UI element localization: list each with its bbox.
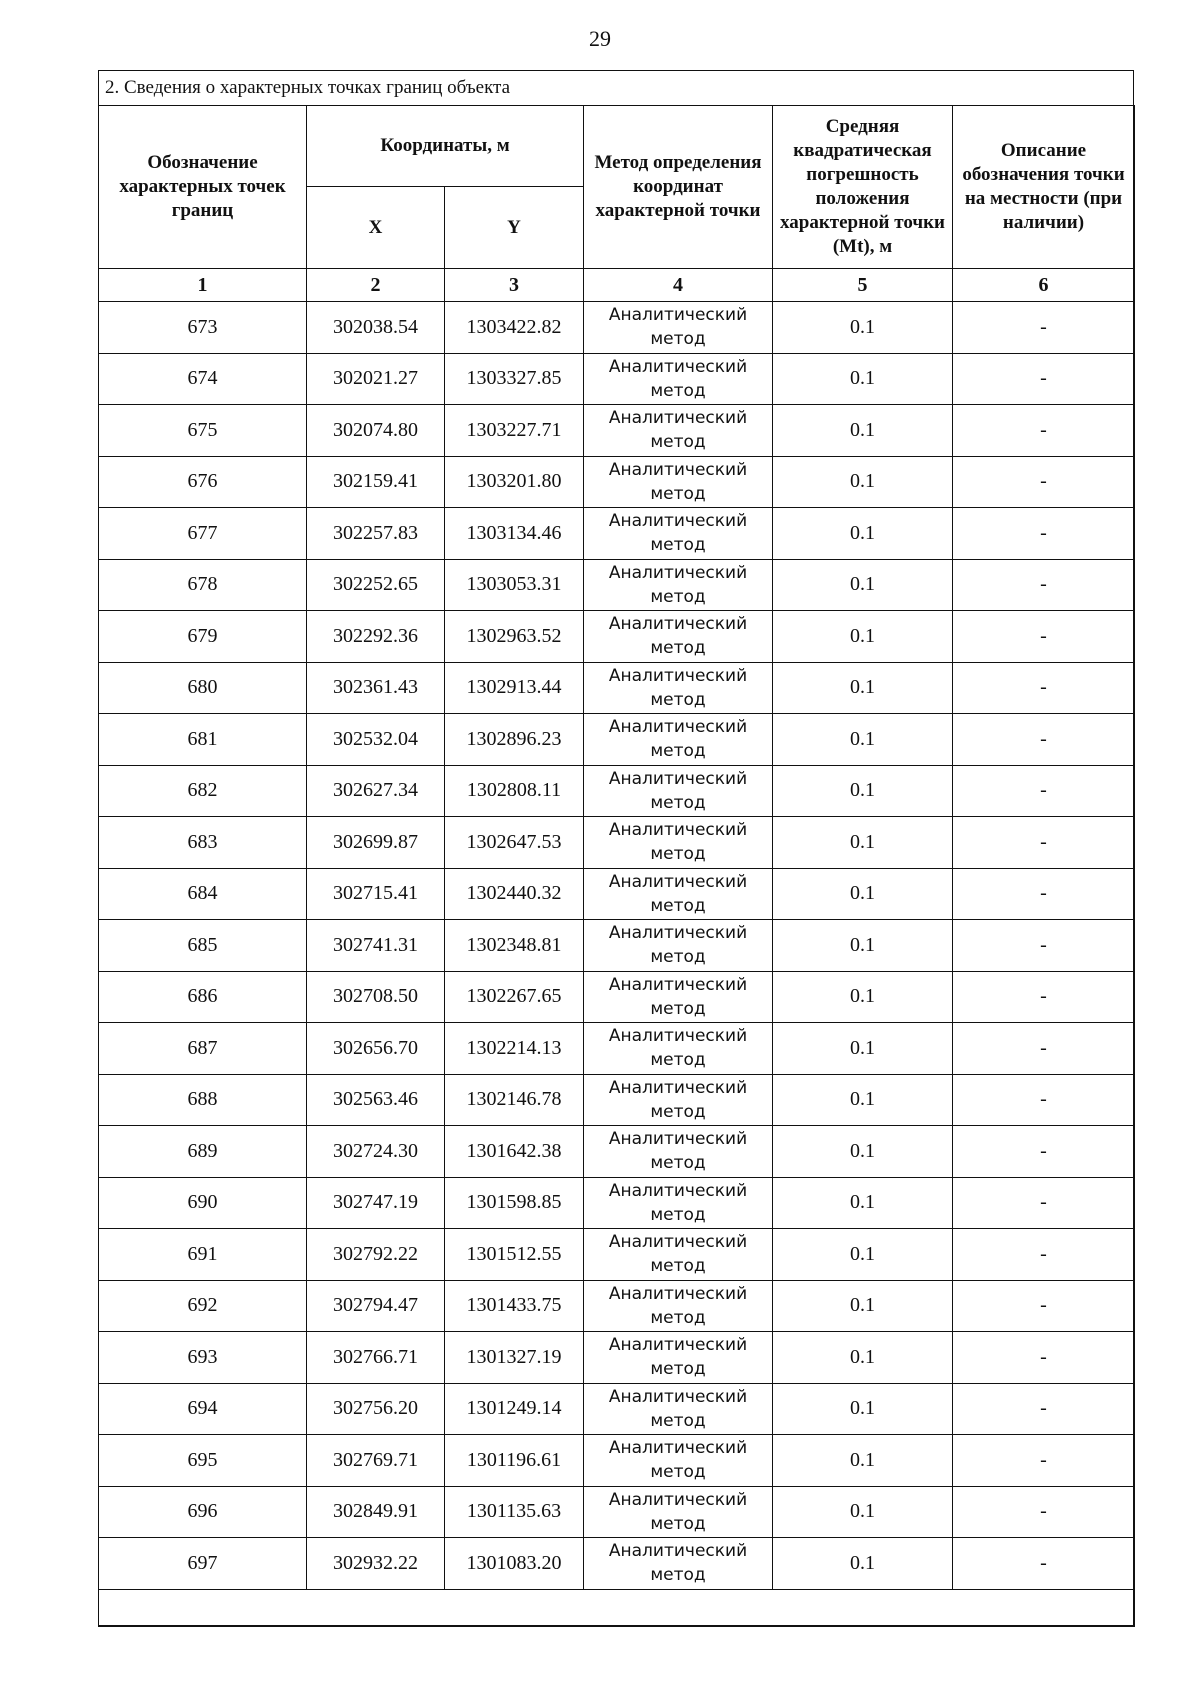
header-description: Описание обозначения точки на местности (при наличии) xyxy=(953,106,1135,269)
x-coordinate-cell: 302532.04 xyxy=(307,714,445,766)
method-cell: Аналитический метод xyxy=(584,1126,773,1178)
point-number-cell: 674 xyxy=(99,353,307,405)
method-cell: Аналитический метод xyxy=(584,662,773,714)
description-cell: - xyxy=(953,611,1135,663)
mean-error-cell: 0.1 xyxy=(773,353,953,405)
y-coordinate-cell: 1301196.61 xyxy=(445,1435,584,1487)
table-row xyxy=(99,353,1135,405)
method-cell: Аналитический метод xyxy=(584,508,773,560)
column-number: 3 xyxy=(445,269,584,302)
header-point-designation: Обозначение характерных точек границ xyxy=(99,106,307,269)
y-coordinate-cell: 1303134.46 xyxy=(445,508,584,560)
method-cell: Аналитический метод xyxy=(584,456,773,508)
description-cell: - xyxy=(953,1126,1135,1178)
table-row xyxy=(99,1538,1135,1590)
method-cell: Аналитический метод xyxy=(584,1332,773,1384)
description-cell: - xyxy=(953,971,1135,1023)
table-row xyxy=(99,920,1135,972)
description-cell: - xyxy=(953,817,1135,869)
table-row xyxy=(99,405,1135,457)
point-number-cell: 697 xyxy=(99,1538,307,1590)
method-cell: Аналитический метод xyxy=(584,1280,773,1332)
y-coordinate-cell: 1303327.85 xyxy=(445,353,584,405)
table-row xyxy=(99,1074,1135,1126)
table-row xyxy=(99,508,1135,560)
point-number-cell: 683 xyxy=(99,817,307,869)
x-coordinate-cell: 302627.34 xyxy=(307,765,445,817)
description-cell: - xyxy=(953,1332,1135,1384)
x-coordinate-cell: 302074.80 xyxy=(307,405,445,457)
description-cell: - xyxy=(953,662,1135,714)
y-coordinate-cell: 1303227.71 xyxy=(445,405,584,457)
mean-error-cell: 0.1 xyxy=(773,868,953,920)
y-coordinate-cell: 1301083.20 xyxy=(445,1538,584,1590)
table-row xyxy=(99,1280,1135,1332)
description-cell: - xyxy=(953,1538,1135,1590)
table-row xyxy=(99,456,1135,508)
x-coordinate-cell: 302715.41 xyxy=(307,868,445,920)
boundary-points-table xyxy=(98,105,1135,1627)
description-cell: - xyxy=(953,1280,1135,1332)
method-cell: Аналитический метод xyxy=(584,1074,773,1126)
x-coordinate-cell: 302741.31 xyxy=(307,920,445,972)
method-cell: Аналитический метод xyxy=(584,1538,773,1590)
description-cell: - xyxy=(953,559,1135,611)
method-cell: Аналитический метод xyxy=(584,302,773,354)
y-coordinate-cell: 1301327.19 xyxy=(445,1332,584,1384)
y-coordinate-cell: 1302913.44 xyxy=(445,662,584,714)
mean-error-cell: 0.1 xyxy=(773,1486,953,1538)
y-coordinate-cell: 1302146.78 xyxy=(445,1074,584,1126)
header-x: X xyxy=(307,187,445,269)
description-cell: - xyxy=(953,1383,1135,1435)
mean-error-cell: 0.1 xyxy=(773,1074,953,1126)
method-cell: Аналитический метод xyxy=(584,920,773,972)
y-coordinate-cell: 1301135.63 xyxy=(445,1486,584,1538)
description-cell: - xyxy=(953,456,1135,508)
y-coordinate-cell: 1302808.11 xyxy=(445,765,584,817)
point-number-cell: 691 xyxy=(99,1229,307,1281)
description-cell: - xyxy=(953,765,1135,817)
y-coordinate-cell: 1302267.65 xyxy=(445,971,584,1023)
y-coordinate-cell: 1303053.31 xyxy=(445,559,584,611)
header-method: Метод определения координат характерной точки xyxy=(584,106,773,269)
point-number-cell: 682 xyxy=(99,765,307,817)
points-section xyxy=(98,70,1134,1626)
section-title: 2. Сведения о характерных точках границ объекта xyxy=(105,77,511,98)
method-cell: Аналитический метод xyxy=(584,817,773,869)
point-number-cell: 693 xyxy=(99,1332,307,1384)
description-cell: - xyxy=(953,1486,1135,1538)
point-number-cell: 679 xyxy=(99,611,307,663)
y-coordinate-cell: 1303422.82 xyxy=(445,302,584,354)
mean-error-cell: 0.1 xyxy=(773,302,953,354)
x-coordinate-cell: 302794.47 xyxy=(307,1280,445,1332)
method-cell: Аналитический метод xyxy=(584,1229,773,1281)
point-number-cell: 688 xyxy=(99,1074,307,1126)
method-cell: Аналитический метод xyxy=(584,1023,773,1075)
description-cell: - xyxy=(953,353,1135,405)
description-cell: - xyxy=(953,920,1135,972)
column-number: 2 xyxy=(307,269,445,302)
point-number-cell: 685 xyxy=(99,920,307,972)
mean-error-cell: 0.1 xyxy=(773,1435,953,1487)
point-number-cell: 696 xyxy=(99,1486,307,1538)
x-coordinate-cell: 302756.20 xyxy=(307,1383,445,1435)
table-row xyxy=(99,1435,1135,1487)
column-number: 1 xyxy=(99,269,307,302)
method-cell: Аналитический метод xyxy=(584,1383,773,1435)
method-cell: Аналитический метод xyxy=(584,1177,773,1229)
table-row xyxy=(99,611,1135,663)
x-coordinate-cell: 302766.71 xyxy=(307,1332,445,1384)
mean-error-cell: 0.1 xyxy=(773,1538,953,1590)
x-coordinate-cell: 302849.91 xyxy=(307,1486,445,1538)
table-row xyxy=(99,1177,1135,1229)
x-coordinate-cell: 302708.50 xyxy=(307,971,445,1023)
description-cell: - xyxy=(953,1074,1135,1126)
point-number-cell: 677 xyxy=(99,508,307,560)
mean-error-cell: 0.1 xyxy=(773,1383,953,1435)
y-coordinate-cell: 1301512.55 xyxy=(445,1229,584,1281)
y-coordinate-cell: 1302896.23 xyxy=(445,714,584,766)
y-coordinate-cell: 1301642.38 xyxy=(445,1126,584,1178)
method-cell: Аналитический метод xyxy=(584,559,773,611)
y-coordinate-cell: 1302647.53 xyxy=(445,817,584,869)
table-row xyxy=(99,868,1135,920)
table-row xyxy=(99,302,1135,354)
table-row xyxy=(99,714,1135,766)
y-coordinate-cell: 1301249.14 xyxy=(445,1383,584,1435)
table-row xyxy=(99,662,1135,714)
description-cell: - xyxy=(953,868,1135,920)
table-row xyxy=(99,765,1135,817)
column-number: 6 xyxy=(953,269,1135,302)
column-number: 5 xyxy=(773,269,953,302)
point-number-cell: 681 xyxy=(99,714,307,766)
y-coordinate-cell: 1302963.52 xyxy=(445,611,584,663)
table-row xyxy=(99,1383,1135,1435)
method-cell: Аналитический метод xyxy=(584,1486,773,1538)
method-cell: Аналитический метод xyxy=(584,971,773,1023)
mean-error-cell: 0.1 xyxy=(773,1229,953,1281)
point-number-cell: 676 xyxy=(99,456,307,508)
point-number-cell: 694 xyxy=(99,1383,307,1435)
table-row xyxy=(99,1023,1135,1075)
point-number-cell: 692 xyxy=(99,1280,307,1332)
mean-error-cell: 0.1 xyxy=(773,1280,953,1332)
x-coordinate-cell: 302257.83 xyxy=(307,508,445,560)
y-coordinate-cell: 1302440.32 xyxy=(445,868,584,920)
method-cell: Аналитический метод xyxy=(584,868,773,920)
mean-error-cell: 0.1 xyxy=(773,714,953,766)
mean-error-cell: 0.1 xyxy=(773,559,953,611)
y-coordinate-cell: 1303201.80 xyxy=(445,456,584,508)
mean-error-cell: 0.1 xyxy=(773,508,953,560)
page-number: 29 xyxy=(589,26,611,51)
table-row xyxy=(99,1229,1135,1281)
description-cell: - xyxy=(953,714,1135,766)
x-coordinate-cell: 302699.87 xyxy=(307,817,445,869)
method-cell: Аналитический метод xyxy=(584,405,773,457)
table-row xyxy=(99,559,1135,611)
mean-error-cell: 0.1 xyxy=(773,1177,953,1229)
header-mean-error: Средняя квадратическая погрешность положения характерной точки (Mt), м xyxy=(773,106,953,269)
mean-error-cell: 0.1 xyxy=(773,405,953,457)
description-cell: - xyxy=(953,508,1135,560)
point-number-cell: 695 xyxy=(99,1435,307,1487)
x-coordinate-cell: 302252.65 xyxy=(307,559,445,611)
description-cell: - xyxy=(953,1229,1135,1281)
method-cell: Аналитический метод xyxy=(584,611,773,663)
y-coordinate-cell: 1302348.81 xyxy=(445,920,584,972)
point-number-cell: 689 xyxy=(99,1126,307,1178)
point-number-cell: 678 xyxy=(99,559,307,611)
x-coordinate-cell: 302292.36 xyxy=(307,611,445,663)
point-number-cell: 675 xyxy=(99,405,307,457)
description-cell: - xyxy=(953,302,1135,354)
method-cell: Аналитический метод xyxy=(584,1435,773,1487)
x-coordinate-cell: 302563.46 xyxy=(307,1074,445,1126)
mean-error-cell: 0.1 xyxy=(773,1332,953,1384)
x-coordinate-cell: 302159.41 xyxy=(307,456,445,508)
empty-row xyxy=(99,1589,1135,1626)
mean-error-cell: 0.1 xyxy=(773,456,953,508)
point-number-cell: 690 xyxy=(99,1177,307,1229)
x-coordinate-cell: 302769.71 xyxy=(307,1435,445,1487)
mean-error-cell: 0.1 xyxy=(773,765,953,817)
mean-error-cell: 0.1 xyxy=(773,662,953,714)
x-coordinate-cell: 302038.54 xyxy=(307,302,445,354)
point-number-cell: 684 xyxy=(99,868,307,920)
table-row xyxy=(99,1486,1135,1538)
mean-error-cell: 0.1 xyxy=(773,1023,953,1075)
mean-error-cell: 0.1 xyxy=(773,611,953,663)
method-cell: Аналитический метод xyxy=(584,714,773,766)
point-number-cell: 673 xyxy=(99,302,307,354)
x-coordinate-cell: 302656.70 xyxy=(307,1023,445,1075)
mean-error-cell: 0.1 xyxy=(773,920,953,972)
y-coordinate-cell: 1301598.85 xyxy=(445,1177,584,1229)
mean-error-cell: 0.1 xyxy=(773,1126,953,1178)
description-cell: - xyxy=(953,1023,1135,1075)
x-coordinate-cell: 302724.30 xyxy=(307,1126,445,1178)
table-row xyxy=(99,1332,1135,1384)
method-cell: Аналитический метод xyxy=(584,765,773,817)
y-coordinate-cell: 1301433.75 xyxy=(445,1280,584,1332)
x-coordinate-cell: 302747.19 xyxy=(307,1177,445,1229)
empty-cell xyxy=(99,1589,1135,1626)
point-number-cell: 680 xyxy=(99,662,307,714)
y-coordinate-cell: 1302214.13 xyxy=(445,1023,584,1075)
column-number: 4 xyxy=(584,269,773,302)
method-cell: Аналитический метод xyxy=(584,353,773,405)
column-number-row xyxy=(99,269,1135,302)
point-number-cell: 686 xyxy=(99,971,307,1023)
x-coordinate-cell: 302361.43 xyxy=(307,662,445,714)
description-cell: - xyxy=(953,1177,1135,1229)
table-row xyxy=(99,971,1135,1023)
mean-error-cell: 0.1 xyxy=(773,971,953,1023)
x-coordinate-cell: 302021.27 xyxy=(307,353,445,405)
description-cell: - xyxy=(953,1435,1135,1487)
table-row xyxy=(99,1126,1135,1178)
x-coordinate-cell: 302932.22 xyxy=(307,1538,445,1590)
header-coordinates: Координаты, м xyxy=(307,106,584,187)
x-coordinate-cell: 302792.22 xyxy=(307,1229,445,1281)
table-row xyxy=(99,817,1135,869)
description-cell: - xyxy=(953,405,1135,457)
mean-error-cell: 0.1 xyxy=(773,817,953,869)
header-y: Y xyxy=(445,187,584,269)
point-number-cell: 687 xyxy=(99,1023,307,1075)
